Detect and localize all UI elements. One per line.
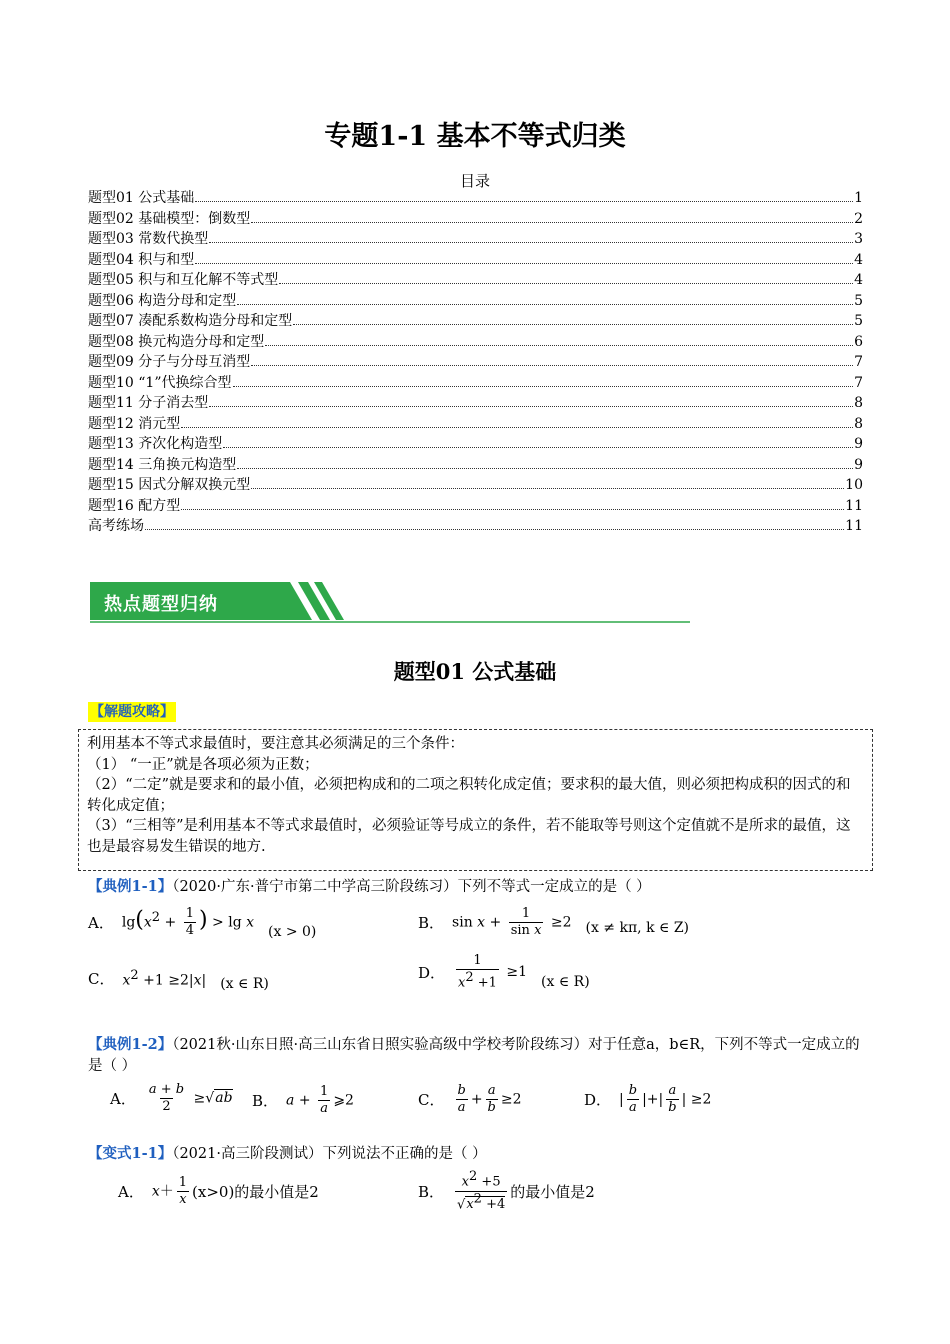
toc-item-label: 题型02 基础模型：倒数型: [88, 210, 251, 227]
toc-item-label: 题型15 因式分解双换元型: [88, 477, 251, 493]
toc-item-page: 11: [845, 518, 863, 534]
variant-text: （2021·高三阶段测试）下列说法不正确的是（ ）: [172, 1146, 487, 1162]
toc-item-page: 8: [854, 395, 863, 411]
toc-item-label: 题型05 积与和互化解不等式型: [88, 272, 279, 288]
option-suffix: 的最小值是2: [510, 1182, 595, 1201]
toc-item-label: 题型01 公式基础: [88, 190, 195, 206]
toc-item[interactable]: [88, 188, 863, 209]
toc-item-page: 9: [854, 456, 863, 473]
toc-item[interactable]: [88, 475, 863, 496]
strategy-line: 利用基本不等式求最值时，要注意其必须满足的三个条件：: [87, 736, 464, 752]
variant-1-1-heading: [88, 1143, 863, 1165]
option-letter: C．: [418, 1090, 445, 1109]
option-letter: B．: [418, 1182, 445, 1201]
toc-item[interactable]: [88, 311, 863, 332]
toc-item[interactable]: [88, 414, 863, 435]
toc-item[interactable]: [88, 455, 863, 476]
toc-item[interactable]: [88, 516, 863, 537]
option-a-formula: $\lg(x^2$ + $\frac{1}{4}$ ) > lg x: [121, 905, 255, 938]
example-tag: 【典例1-2】: [88, 1036, 173, 1053]
toc-item-label: 题型12 消元型: [88, 415, 181, 432]
option-letter: D．: [418, 963, 446, 982]
toc-item[interactable]: [88, 434, 863, 455]
toc-item-label: 题型08 换元构造分母和定型: [88, 333, 265, 350]
toc-item[interactable]: [88, 209, 863, 230]
option-condition: (x ∈ R): [220, 976, 269, 992]
toc-item-label: 题型09 分子与分母互消型: [88, 354, 251, 370]
toc-item[interactable]: [88, 291, 863, 312]
toc-item-label: 题型16 配方型: [88, 497, 181, 514]
toc-item-page: 1: [854, 190, 863, 206]
option-c-formula: $\frac{b}{a}$ + $\frac{a}{b}$ ≥2: [457, 1082, 522, 1115]
example1-option-d[interactable]: [418, 950, 590, 994]
toc-item-page: 5: [854, 313, 863, 329]
option-letter: A．: [88, 913, 114, 932]
example-tag: 【典例1-1】: [88, 878, 173, 895]
toc-item-page: 9: [854, 436, 863, 452]
strategy-line: （2）“二定”就是要求和的最小值，必须把构成和的二项之积转化成定值；要求积的最大值，则必须把构成积的因式的和转化成定值；: [87, 777, 851, 814]
example2-option-b[interactable]: [252, 1080, 354, 1120]
toc-item-page: 6: [854, 333, 863, 350]
option-letter: A．: [118, 1182, 144, 1201]
table-of-contents: [88, 188, 863, 537]
variant1-option-b[interactable]: [418, 1166, 595, 1216]
section-title: 题型01 公式基础: [393, 659, 557, 684]
example2-option-c[interactable]: [418, 1078, 522, 1120]
toc-item[interactable]: [88, 352, 863, 373]
option-condition: (x ∈ R): [541, 974, 590, 990]
toc-item-page: 10: [845, 477, 863, 493]
option-condition: (x ≠ kπ, k ∈ Z): [585, 920, 690, 936]
toc-item-label: 题型06 构造分母和定型: [88, 292, 237, 309]
option-letter: C．: [88, 969, 115, 988]
strategy-line: （1） “一正”就是各项必须为正数；: [87, 756, 319, 773]
option-d-formula: $\frac{1}{x^2 +1}$ ≥1: [458, 952, 528, 991]
example2-option-d[interactable]: [584, 1078, 711, 1120]
variant-tag: 【变式1-1】: [88, 1145, 173, 1162]
toc-item[interactable]: [88, 393, 863, 414]
strategy-tag: 【解题攻略】: [90, 704, 174, 720]
toc-item[interactable]: [88, 373, 863, 394]
toc-heading: 目录: [459, 172, 490, 190]
option-a-formula: x＋ $\frac{1}{x}$: [151, 1174, 188, 1207]
toc-item-page: 4: [854, 251, 863, 268]
option-letter: D．: [584, 1090, 612, 1109]
option-a-formula: $\frac{a + b}{2}$ ≥√ab: [148, 1081, 233, 1114]
option-letter: B．: [252, 1091, 279, 1110]
toc-item[interactable]: [88, 332, 863, 353]
banner-text: 热点题型归纳: [104, 594, 218, 615]
toc-item-page: 3: [854, 231, 863, 247]
toc-item-page: 5: [854, 292, 863, 309]
toc-item-page: 7: [854, 374, 863, 391]
toc-item[interactable]: [88, 270, 863, 291]
toc-item[interactable]: [88, 496, 863, 517]
example-1-2-heading: [88, 1034, 863, 1077]
option-b-formula: a + $\frac{1}{a}$ ⩾2: [286, 1083, 354, 1116]
toc-item-label: 题型04 积与和型: [88, 251, 195, 268]
example1-option-a[interactable]: [88, 900, 316, 944]
option-b-formula: sin x + $\frac{1}{\text{sin x}}$ ≥2: [452, 905, 572, 938]
option-b-formula: $\frac{x^2 +5}{√x^2 +4}$: [457, 1169, 506, 1212]
toc-item-page: 4: [854, 272, 863, 288]
example-text: （2021秋·山东日照·高三山东省日照实验高级中学校考阶段练习）对于任意a，b∈R，下列不等式一定成立的是（ ）: [88, 1037, 860, 1074]
toc-item-label: 题型07 凑配系数构造分母和定型: [88, 313, 293, 329]
toc-item-page: 8: [854, 415, 863, 432]
toc-item[interactable]: [88, 250, 863, 271]
option-condition: (x > 0): [268, 924, 317, 940]
option-d-formula: | $\frac{b}{a}$ |+| $\frac{a}{b}$ | ≥2: [619, 1082, 712, 1115]
toc-item[interactable]: [88, 229, 863, 250]
strategy-line: （3）“三相等”是利用基本不等式求最值时，必须验证等号成立的条件，若不能取等号则这个定值就不是所求的最值，这也是最容易发生错误的地方.: [87, 818, 851, 855]
option-suffix: (x>0)的最小值是2: [192, 1182, 319, 1201]
variant1-option-a[interactable]: [118, 1168, 319, 1214]
option-letter: A．: [110, 1089, 136, 1108]
toc-item-label: 题型10 “1”代换综合型: [88, 374, 232, 391]
page-title: 专题1-1 基本不等式归类: [324, 121, 626, 152]
toc-item-label: 题型13 齐次化构造型: [88, 436, 223, 452]
toc-item-page: 2: [854, 210, 863, 227]
option-c-formula: $x^2 +1 \ge 2|x|$: [122, 967, 207, 989]
toc-item-label: 高考练场: [88, 518, 144, 534]
hot-topics-banner: [90, 580, 690, 624]
strategy-box: [78, 729, 873, 871]
example1-option-b[interactable]: [418, 900, 689, 944]
example1-option-c[interactable]: [88, 958, 269, 998]
example-text: （2020·广东·普宁市第二中学高三阶段练习）下列不等式一定成立的是（ ）: [172, 879, 651, 895]
example2-option-a[interactable]: [110, 1076, 233, 1120]
example-1-1-heading: [88, 876, 863, 898]
toc-item-label: 题型03 常数代换型: [88, 231, 209, 247]
toc-item-label: 题型14 三角换元构造型: [88, 456, 237, 473]
option-letter: B．: [418, 913, 445, 932]
toc-item-page: 11: [845, 497, 863, 514]
toc-item-page: 7: [854, 354, 863, 370]
toc-item-label: 题型11 分子消去型: [88, 395, 209, 411]
